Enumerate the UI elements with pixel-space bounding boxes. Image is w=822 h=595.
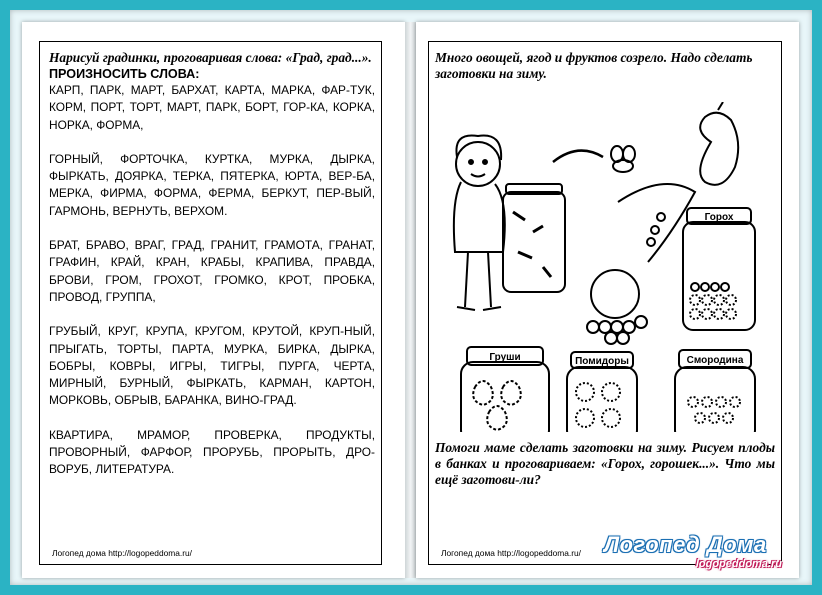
word-paragraph-3: БРАТ, БРАВО, ВРАГ, ГРАД, ГРАНИТ, ГРАМОТА, ГРАНАТ, ГРАФИН, КРАЙ, КРАН, КРАБЫ, КРАПИВА, ПРАВДА, БРОВИ, ГРОМ, ГРОХОТ, ГРОМКО, КРОТ, ПРОБКА, ПРОВОД, ГРУППА, bbox=[49, 238, 375, 304]
left-footer: Логопед дома http://logopeddoma.ru/ bbox=[52, 548, 192, 558]
canning-illustration bbox=[443, 102, 769, 432]
logo-title: Логопед Дома bbox=[604, 532, 767, 557]
right-footer: Логопед дома http://logopeddoma.ru/ bbox=[441, 548, 581, 558]
girl-figure bbox=[454, 135, 505, 310]
right-page bbox=[428, 41, 782, 565]
jar-label-currant: Смородина bbox=[686, 355, 744, 366]
grapes bbox=[587, 316, 647, 344]
left-sheet bbox=[22, 22, 405, 578]
tomato bbox=[591, 270, 639, 318]
word-paragraph-5: КВАРТИРА, МРАМОР, ПРОВЕРКА, ПРОДУКТЫ, ПРОВОРНЫЙ, ФАРФОР, ПРОРУБЬ, ПРОРЫТЬ, ДРО-ВОРУБ, ЛИТЕРАТУРА. bbox=[49, 427, 375, 477]
words-heading: ПРОИЗНОСИТЬ СЛОВА: bbox=[49, 67, 200, 81]
word-paragraph-4: ГРУБЫЙ, КРУГ, КРУПА, КРУГОМ, КРУТОЙ, КРУП-НЫЙ, ПРЫГАТЬ, ТОРТЫ, ПАРТА, МУРКА, БИРКА, ДЫРКА, БОБРЫ, КОВРЫ, ИГРЫ, ТИГРЫ, ПУРГА, ЧЕРТА, МИРНЫЙ, БУРНЫЙ, ФЫРКАТЬ, КАРМАН, КАРТОН, МОРКОВЬ, ОБРЫВ, БАРАНКА, ВИНО-ГРАД. bbox=[49, 324, 375, 408]
right-intro: Много овощей, ягод и фруктов созрело. Надо сделать заготовки на зиму. bbox=[435, 50, 753, 81]
book-spine bbox=[405, 22, 416, 578]
bee bbox=[611, 146, 635, 172]
jar-label-tomatoes: Помидоры bbox=[575, 356, 629, 367]
pea-jar bbox=[683, 208, 755, 330]
logo-subtitle: logopeddoma.ru bbox=[695, 558, 782, 570]
word-paragraph-1: КАРП, ПАРК, МАРТ, БАРХАТ, КАРТА, МАРКА, ФАР-ТУК, КОРМ, ПОРТ, ТОРТ, МАРТ, ПАРК, БОРТ, ГОР-КА, КОРКА, НОРКА, ФОРМА, bbox=[49, 83, 375, 132]
right-sheet bbox=[416, 22, 799, 578]
left-instruction: Нарисуй градинки, проговаривая слова: «Град, град...». bbox=[49, 50, 372, 65]
big-jar bbox=[503, 151, 603, 292]
jar-label-pears: Груши bbox=[489, 352, 521, 363]
right-task: Помоги маме сделать заготовки на зиму. Рисуем плоды в банках и проговариваем: «Горох, горошек...». Что мы ещё заготови-ли? bbox=[435, 440, 775, 487]
word-paragraph-2: ГОРНЫЙ, ФОРТОЧКА, КУРТКА, МУРКА, ДЫРКА, ФЫРКАТЬ, ДОЯРКА, ТЕРКА, ПЯТЕРКА, ЮРТА, ВЕР-БА, МЕРКА, ФИРМА, ФОРМА, ФЕРМА, БЕРКУТ, ПЕР-ВЫЙ, ГАРМОНЬ, ВЕРНУТЬ, ВЕРХОМ. bbox=[49, 151, 375, 218]
jar-label-peas: Горох bbox=[704, 212, 734, 223]
left-page bbox=[39, 41, 382, 565]
site-logo bbox=[604, 528, 782, 580]
pear bbox=[700, 102, 738, 185]
